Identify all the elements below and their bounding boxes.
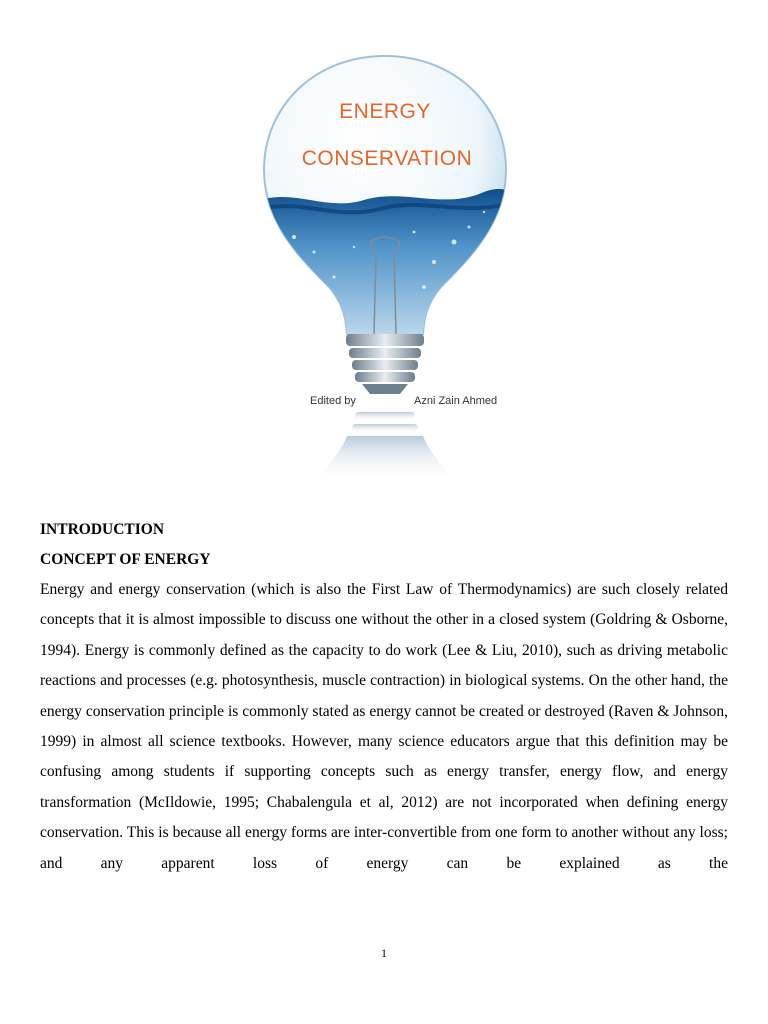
cover-image bbox=[254, 52, 516, 482]
editor-name: Azni Zain Ahmed bbox=[414, 395, 498, 407]
document-body bbox=[40, 515, 728, 879]
page-number: 1 bbox=[381, 946, 387, 960]
section-heading: INTRODUCTION bbox=[40, 521, 165, 538]
cover-title-line1: ENERGY bbox=[339, 100, 431, 123]
edited-by-label: Edited by bbox=[310, 395, 356, 407]
cover-title-line2: CONSERVATION bbox=[301, 147, 473, 170]
subsection-heading: CONCEPT OF ENERGY bbox=[40, 551, 211, 568]
body-paragraph: Energy and energy conservation (which is also the First Law of Thermodynamics) are such closely related concepts that it is almost impossible to discuss one without the other in a closed system (Goldring & Osborne, 1994). Energy is commonly defined as the capacity to do work (Lee & Liu, 2010), such as driving metabolic reactions and processes (e.g. photosynthesis, muscle contraction) in biological systems. On the other hand, the energy conservation principle is commonly stated as energy cannot be created or destroyed (Raven & Johnson, 1999) in almost all science textbooks. However, many science educators argue that this definition may be confusing among students if supporting concepts such as energy transfer, energy flow, and energy transformation (McIldowie, 1995; Chabalengula et al, 2012) are not incorporated when defining energy conservation. This is because all energy forms are inter-convertible from one form to another without any loss; and any apparent loss of energy can be explained as the bbox=[40, 581, 728, 872]
